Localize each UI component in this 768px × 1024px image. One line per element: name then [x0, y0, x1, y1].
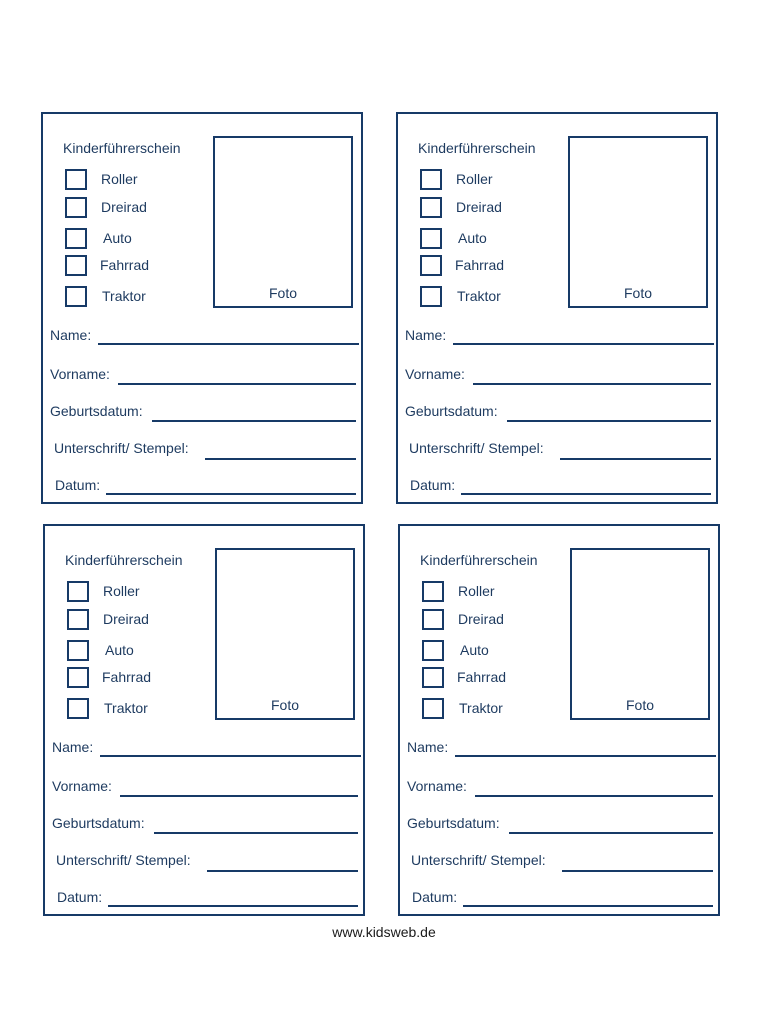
option-label-dreirad: Dreirad	[458, 611, 504, 627]
option-label-traktor: Traktor	[102, 288, 146, 304]
card-title: Kinderführerschein	[418, 140, 536, 156]
footer-url[interactable]: www.kidsweb.de	[332, 924, 436, 940]
field-line-vorname[interactable]	[120, 795, 358, 797]
option-label-dreirad: Dreirad	[103, 611, 149, 627]
option-label-roller: Roller	[458, 583, 495, 599]
card-title: Kinderführerschein	[65, 552, 183, 568]
option-label-fahrrad: Fahrrad	[102, 669, 152, 685]
field-line-unterschrift-stempel[interactable]	[205, 458, 356, 460]
field-line-vorname[interactable]	[118, 383, 356, 385]
field-line-name[interactable]	[455, 755, 716, 757]
field-label-unterschrift-stempel: Unterschrift/ Stempel:	[409, 440, 544, 456]
license-card	[396, 112, 718, 504]
field-label-datum: Datum:	[412, 889, 458, 905]
card-title: Kinderführerschein	[63, 140, 181, 156]
checkbox-roller[interactable]	[420, 169, 442, 190]
photo-label: Foto	[270, 697, 299, 713]
checkbox-traktor[interactable]	[420, 286, 442, 307]
field-line-unterschrift-stempel[interactable]	[562, 870, 713, 872]
option-label-roller: Roller	[103, 583, 140, 599]
photo-box[interactable]	[215, 548, 355, 720]
field-label-name: Name:	[407, 739, 449, 755]
checkbox-traktor[interactable]	[67, 698, 89, 719]
field-label-datum: Datum:	[55, 477, 101, 493]
field-label-unterschrift-stempel: Unterschrift/ Stempel:	[411, 852, 546, 868]
checkbox-auto[interactable]	[65, 228, 87, 249]
photo-box[interactable]	[568, 136, 708, 308]
photo-box[interactable]	[570, 548, 710, 720]
field-label-vorname: Vorname:	[407, 778, 467, 794]
checkbox-fahrrad[interactable]	[65, 255, 87, 276]
option-label-traktor: Traktor	[457, 288, 501, 304]
field-line-geburtsdatum[interactable]	[507, 420, 711, 422]
option-label-fahrrad: Fahrrad	[455, 257, 505, 273]
option-label-roller: Roller	[101, 171, 138, 187]
checkbox-auto[interactable]	[422, 640, 444, 661]
field-label-vorname: Vorname:	[52, 778, 112, 794]
option-label-traktor: Traktor	[104, 700, 148, 716]
field-line-datum[interactable]	[106, 493, 356, 495]
option-label-fahrrad: Fahrrad	[457, 669, 507, 685]
option-label-auto: Auto	[103, 230, 132, 246]
field-line-datum[interactable]	[108, 905, 358, 907]
checkbox-traktor[interactable]	[422, 698, 444, 719]
card-title: Kinderführerschein	[420, 552, 538, 568]
field-line-vorname[interactable]	[473, 383, 711, 385]
option-label-traktor: Traktor	[459, 700, 503, 716]
field-label-geburtsdatum: Geburtsdatum:	[405, 403, 498, 419]
field-label-vorname: Vorname:	[50, 366, 110, 382]
field-label-unterschrift-stempel: Unterschrift/ Stempel:	[54, 440, 189, 456]
checkbox-dreirad[interactable]	[67, 609, 89, 630]
field-line-geburtsdatum[interactable]	[152, 420, 356, 422]
checkbox-dreirad[interactable]	[422, 609, 444, 630]
checkbox-roller[interactable]	[65, 169, 87, 190]
field-line-unterschrift-stempel[interactable]	[207, 870, 358, 872]
field-line-name[interactable]	[453, 343, 714, 345]
field-label-name: Name:	[50, 327, 92, 343]
field-label-geburtsdatum: Geburtsdatum:	[407, 815, 500, 831]
field-label-name: Name:	[52, 739, 94, 755]
checkbox-auto[interactable]	[420, 228, 442, 249]
field-line-datum[interactable]	[463, 905, 713, 907]
option-label-roller: Roller	[456, 171, 493, 187]
checkbox-roller[interactable]	[67, 581, 89, 602]
checkbox-dreirad[interactable]	[65, 197, 87, 218]
option-label-dreirad: Dreirad	[101, 199, 147, 215]
field-line-name[interactable]	[100, 755, 361, 757]
license-card	[398, 524, 720, 916]
field-label-datum: Datum:	[410, 477, 456, 493]
field-line-unterschrift-stempel[interactable]	[560, 458, 711, 460]
option-label-auto: Auto	[458, 230, 487, 246]
field-line-geburtsdatum[interactable]	[154, 832, 358, 834]
checkbox-traktor[interactable]	[65, 286, 87, 307]
photo-label: Foto	[623, 285, 652, 301]
option-label-auto: Auto	[460, 642, 489, 658]
checkbox-fahrrad[interactable]	[422, 667, 444, 688]
photo-label: Foto	[625, 697, 654, 713]
option-label-auto: Auto	[105, 642, 134, 658]
field-label-datum: Datum:	[57, 889, 103, 905]
checkbox-fahrrad[interactable]	[67, 667, 89, 688]
field-label-geburtsdatum: Geburtsdatum:	[50, 403, 143, 419]
field-line-geburtsdatum[interactable]	[509, 832, 713, 834]
checkbox-auto[interactable]	[67, 640, 89, 661]
field-label-name: Name:	[405, 327, 447, 343]
field-line-vorname[interactable]	[475, 795, 713, 797]
option-label-dreirad: Dreirad	[456, 199, 502, 215]
checkbox-dreirad[interactable]	[420, 197, 442, 218]
field-label-vorname: Vorname:	[405, 366, 465, 382]
license-card	[41, 112, 363, 504]
checkbox-roller[interactable]	[422, 581, 444, 602]
field-label-unterschrift-stempel: Unterschrift/ Stempel:	[56, 852, 191, 868]
checkbox-fahrrad[interactable]	[420, 255, 442, 276]
field-label-geburtsdatum: Geburtsdatum:	[52, 815, 145, 831]
license-card	[43, 524, 365, 916]
photo-box[interactable]	[213, 136, 353, 308]
photo-label: Foto	[268, 285, 297, 301]
field-line-datum[interactable]	[461, 493, 711, 495]
field-line-name[interactable]	[98, 343, 359, 345]
option-label-fahrrad: Fahrrad	[100, 257, 150, 273]
